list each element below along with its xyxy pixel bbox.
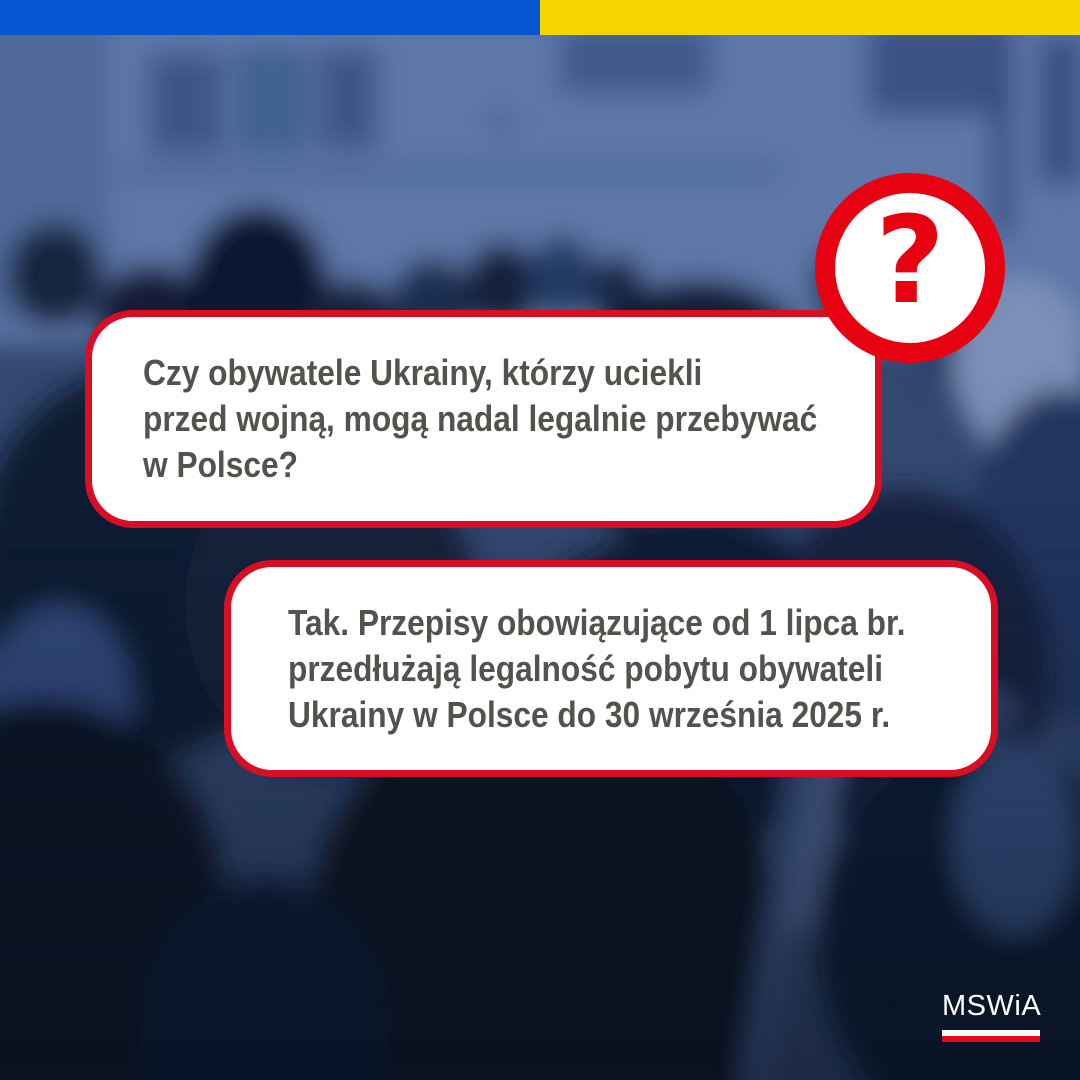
- question-line-1: Czy obywatele Ukrainy, którzy uciekli: [143, 352, 703, 393]
- poland-flag-bar: [942, 1030, 1040, 1042]
- answer-line-3: Ukrainy w Polsce do 30 września 2025 r.: [288, 693, 891, 735]
- question-speech-bubble: [85, 310, 882, 528]
- mswia-logo: [942, 991, 1040, 1042]
- flag-yellow-segment: [540, 0, 1080, 35]
- answer-speech-bubble: [224, 560, 998, 777]
- flag-blue-segment: [0, 0, 540, 35]
- answer-line-2: przedłużają legalność pobytu obywateli: [288, 647, 883, 689]
- mswia-logo-text: MSWiA: [942, 990, 1042, 1022]
- poland-flag-red-stripe: [942, 1036, 1040, 1042]
- question-line-2: przed wojną, mogą nadal legalnie przebywać: [143, 398, 818, 439]
- question-mark-glyph: ?: [875, 192, 945, 331]
- question-line-3: w Polsce?: [143, 444, 298, 485]
- question-mark-icon: [815, 173, 1005, 363]
- answer-line-1: Tak. Przepisy obowiązujące od 1 lipca br.: [288, 601, 906, 643]
- ukraine-flag-bar: [0, 0, 1080, 35]
